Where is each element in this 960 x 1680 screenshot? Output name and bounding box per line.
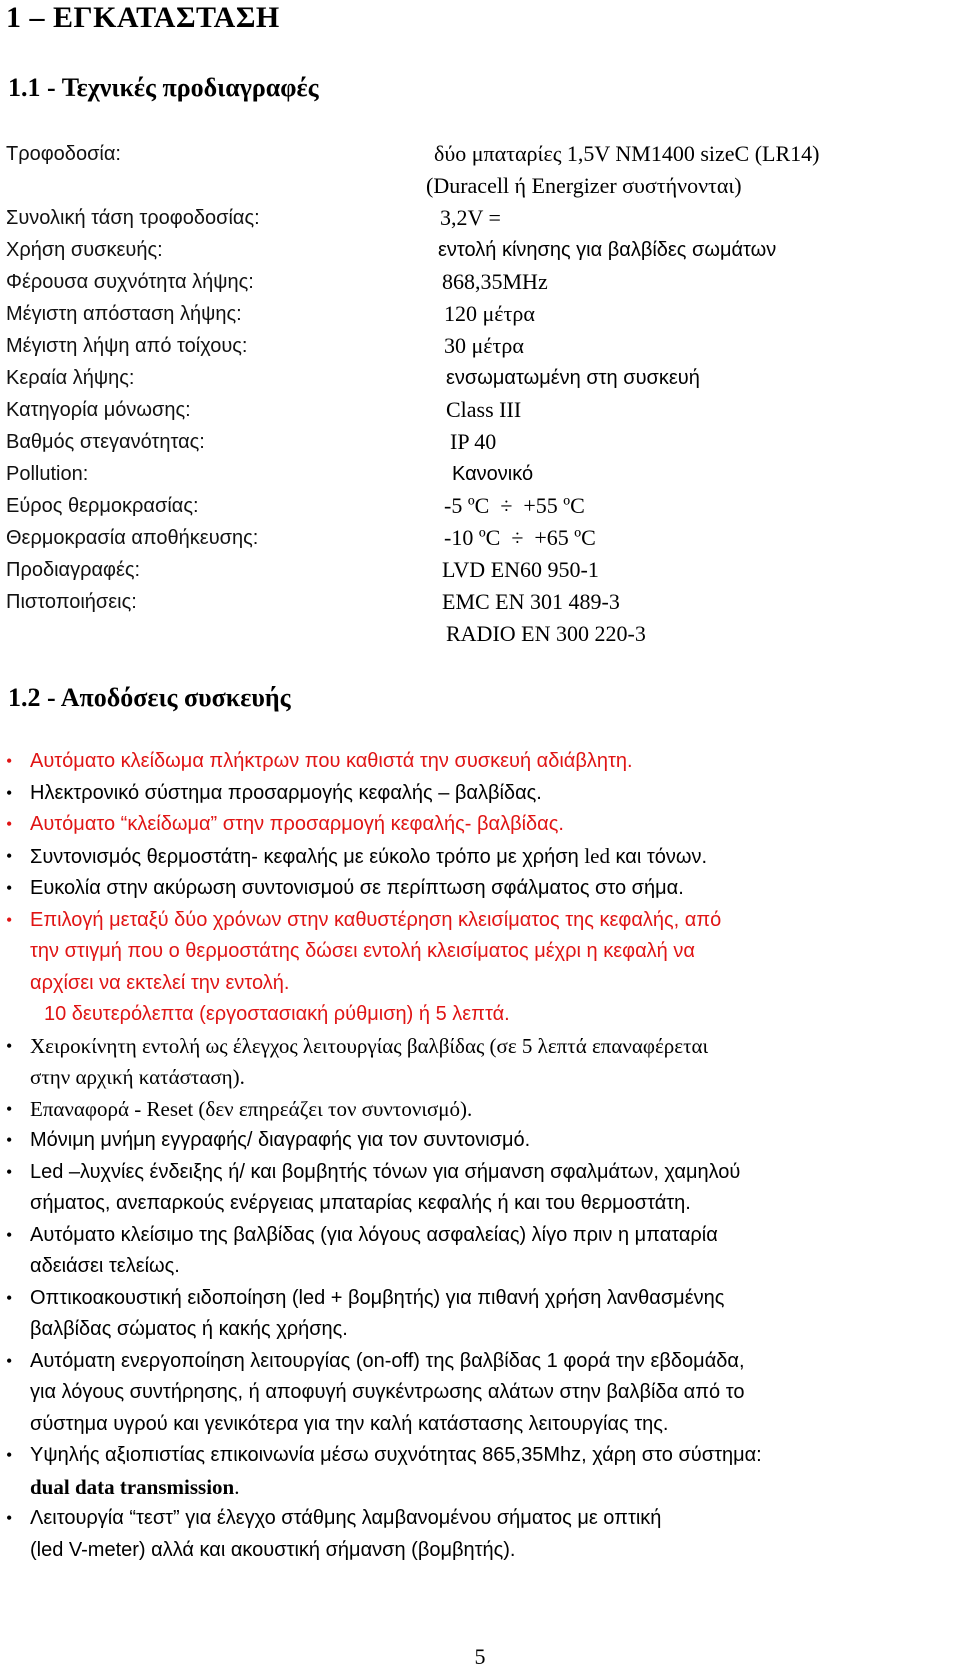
bullet-icon: • — [6, 1445, 13, 1465]
spec-section-title: 1.1 - Τεχνικές προδιαγραφές — [8, 73, 319, 102]
list-item — [6, 1346, 956, 1441]
spec-label: Χρήση συσκευής: — [6, 239, 163, 261]
spec-label: Φέρουσα συχνότητα λήψης: — [6, 271, 254, 293]
text-part-led: led — [584, 843, 610, 868]
spec-value: 30 μέτρα — [444, 333, 524, 358]
spec-row-standards — [6, 554, 956, 586]
performance-list — [6, 746, 956, 1566]
list-item — [6, 1503, 956, 1566]
list-item — [6, 1031, 956, 1094]
list-item — [6, 778, 956, 810]
list-item — [6, 746, 956, 778]
spec-value: 868,35MHz — [442, 269, 548, 294]
list-item-text: Μόνιμη μνήμη εγγραφής/ διαγραφής για τον συντονισμό. — [30, 1129, 531, 1151]
list-item-text — [30, 1472, 956, 1504]
list-item-text: Αυτόματη ενεργοποίηση λειτουργίας (on-off) της βαλβίδας 1 φορά την εβδομάδα, — [30, 1349, 745, 1372]
spec-row-pollution — [6, 458, 956, 490]
bullet-icon: • — [6, 1161, 13, 1182]
spec-row-ip-rating — [6, 426, 956, 458]
spec-value: Κανονικό — [452, 463, 534, 485]
spec-label: Θερμοκρασία αποθήκευσης: — [6, 527, 259, 549]
bullet-icon: • — [6, 1508, 13, 1528]
spec-label: Κεραία λήψης: — [6, 367, 135, 389]
bullet-icon: • — [6, 1350, 13, 1371]
spec-label: Προδιαγραφές: — [6, 559, 141, 581]
list-item-text: Επιλογή μεταξύ δύο χρόνων στην καθυστέρηση κλεισίματος της κεφαλής, από — [30, 908, 722, 931]
list-item-text: Αυτόματο κλείσιμο της βαλβίδας (για λόγους ασφαλείας) λίγο πριν η μπαταρία — [30, 1223, 718, 1246]
bullet-icon: • — [6, 1224, 13, 1245]
spec-value: 3,2V = — [440, 205, 501, 230]
list-item-text: σήματος, ανεπαρκούς ενέργειας μπαταρίας κεφαλής ή και του θερμοστάτη. — [30, 1192, 691, 1214]
spec-label: Βαθμός στεγανότητας: — [6, 431, 205, 453]
spec-value: EMC EN 301 489-3 — [442, 589, 620, 614]
spec-row-antenna — [6, 362, 956, 394]
spec-row-frequency — [6, 266, 956, 298]
list-item-text: Αυτόματο κλείδωμα πλήκτρων που καθιστά την συσκευή αδιάβλητη. — [30, 750, 633, 772]
list-item — [6, 1283, 956, 1346]
page-number: 5 — [474, 1644, 486, 1669]
list-item-text: 10 δευτερόλεπτα (εργοστασιακή ρύθμιση) ή 5 λεπτά. — [44, 1003, 510, 1025]
spec-value: δύο μπαταρίες 1,5V NM1400 sizeC (LR14) — [434, 141, 820, 166]
spec-value: IP 40 — [450, 429, 497, 454]
list-item-text: την στιγμή που ο θερμοστάτης δώσει εντολή κλεισίματος μέχρι η κεφαλή να — [30, 940, 695, 962]
spec-label: Συνολική τάση τροφοδοσίας: — [6, 207, 260, 229]
spec-row-voltage — [6, 202, 956, 234]
list-item-text: για λόγους συντήρησης, ή αποφυγή συγκέντρωσης αλάτων στην βαλβίδα από το — [30, 1381, 745, 1403]
list-item-text: Ηλεκτρονικό σύστημα προσαρμογής κεφαλής – βαλβίδας. — [30, 781, 542, 804]
list-item-text: Υψηλής αξιοπιστίας επικοινωνία μέσω συχνότητας 865,35Mhz, χάρη στο σύστημα: — [30, 1444, 762, 1466]
bullet-icon: • — [6, 909, 13, 930]
list-item-text: αρχίσει να εκτελεί την εντολή. — [30, 971, 290, 994]
spec-value: LVD EN60 950-1 — [442, 557, 599, 582]
list-item-text: Οπτικοακουστική ειδοποίηση (led + βομβητής) για πιθανή χρήση λανθασμένης — [30, 1286, 725, 1309]
list-item-text: (led V-meter) αλλά και ακουστική σήμανση (βομβητής). — [30, 1538, 516, 1561]
text-part: και τόνων. — [609, 845, 708, 868]
bold-text: dual data transmission — [30, 1474, 235, 1499]
spec-row-certifications — [6, 586, 956, 618]
text-suffix: . — [234, 1474, 240, 1499]
spec-row-storage-temp — [6, 522, 956, 554]
list-item — [6, 873, 956, 905]
text-part: Συντονισμός θερμοστάτη- κεφαλής με εύκολο τρόπο με χρήση — [30, 845, 585, 868]
spec-label: Μέγιστη απόσταση λήψης: — [6, 303, 242, 325]
spec-label: Πιστοποιήσεις: — [6, 591, 137, 613]
spec-row-temp-range — [6, 490, 956, 522]
bullet-icon: • — [6, 751, 13, 771]
spec-value: ενσωματωμένη στη συσκευή — [446, 367, 700, 389]
spec-label: Κατηγορία μόνωσης: — [6, 399, 191, 421]
list-item-text: αδειάσει τελείως. — [30, 1255, 180, 1277]
spec-value: (Duracell ή Energizer συστήνονται) — [426, 173, 742, 198]
spec-value: Class III — [446, 397, 522, 422]
spec-row-usage — [6, 234, 956, 266]
list-item — [6, 841, 956, 874]
spec-value: -5 ºC ÷ +55 ºC — [444, 493, 585, 518]
list-item — [6, 1157, 956, 1220]
spec-row-power-note — [6, 170, 956, 202]
list-item-text: στην αρχική κατάσταση). — [30, 1065, 245, 1089]
list-item-text: Αυτόματο “κλείδωμα” στην προσαρμογή κεφαλής- βαλβίδας. — [30, 813, 564, 835]
spec-value: RADIO EN 300 220-3 — [446, 621, 646, 646]
bullet-icon: • — [6, 878, 13, 898]
list-item — [6, 1440, 956, 1503]
performance-section-title: 1.2 - Αποδόσεις συσκευής — [8, 683, 291, 712]
list-item-text — [30, 841, 956, 874]
list-item-text: Led –λυχνίες ένδειξης ή/ και βομβητής τόνων για σήμανση σφαλμάτων, χαμηλού — [30, 1160, 741, 1183]
bullet-icon: • — [6, 814, 13, 834]
main-heading: 1 – ΕΓΚΑΤΑΣΤΑΣΗ — [6, 1, 280, 34]
list-item-text: βαλβίδας σώματος ή κακής χρήσης. — [30, 1318, 348, 1340]
list-item — [6, 1220, 956, 1283]
list-item-text: σύστημα υγρού και γενικότερα για την καλή κατάστασης λειτουργίας της. — [30, 1412, 669, 1435]
spec-label: Μέγιστη λήψη από τοίχους: — [6, 335, 248, 357]
bullet-icon: • — [6, 845, 13, 866]
list-item-text: Χειροκίνητη εντολή ως έλεγχος λειτουργίας βαλβίδας (σε 5 λεπτά επαναφέρεται — [30, 1033, 709, 1058]
spec-row-wall-reception — [6, 330, 956, 362]
list-item — [6, 1094, 956, 1126]
spec-row-certifications-radio — [6, 618, 956, 650]
spec-row-power — [6, 138, 956, 170]
list-item-text: Ευκολία στην ακύρωση συντονισμού σε περίπτωση σφάλματος στο σήμα. — [30, 877, 684, 899]
bullet-icon: • — [6, 1098, 13, 1119]
spec-value: 120 μέτρα — [444, 301, 535, 326]
list-item — [6, 905, 956, 1031]
list-item-text: Λειτουργία “τεστ” για έλεγχο στάθμης λαμβανομένου σήματος με οπτική — [30, 1507, 662, 1529]
spec-value: εντολή κίνησης για βαλβίδες σωμάτων — [438, 239, 777, 261]
bullet-icon: • — [6, 782, 13, 803]
bullet-icon: • — [6, 1035, 13, 1056]
spec-label: Εύρος θερμοκρασίας: — [6, 495, 199, 517]
bullet-icon: • — [6, 1287, 13, 1308]
spec-label: Τροφοδοσία: — [6, 143, 121, 165]
list-item-text: Επαναφορά - Reset (δεν επηρεάζει τον συντονισμό). — [30, 1096, 473, 1121]
spec-label: Pollution: — [6, 463, 89, 485]
bullet-icon: • — [6, 1130, 13, 1150]
list-item — [6, 809, 956, 841]
spec-row-insulation — [6, 394, 956, 426]
spec-row-max-distance — [6, 298, 956, 330]
list-item — [6, 1125, 956, 1157]
spec-value: -10 ºC ÷ +65 ºC — [444, 525, 596, 550]
